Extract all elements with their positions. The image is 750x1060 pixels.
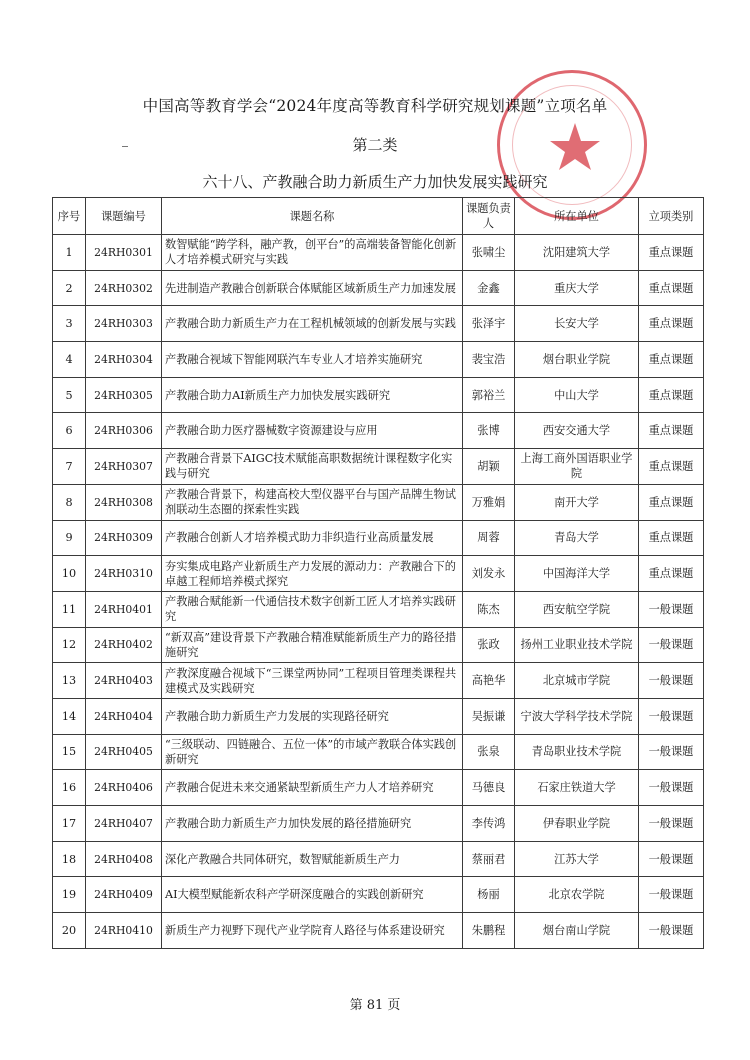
row-code: 24RH0405 bbox=[86, 734, 162, 770]
header-unit: 所在单位 bbox=[515, 198, 639, 235]
row-type: 重点课题 bbox=[639, 342, 704, 378]
row-leader: 马德良 bbox=[463, 770, 515, 806]
table-row bbox=[53, 306, 704, 342]
row-type: 重点课题 bbox=[639, 449, 704, 485]
row-leader: 张泉 bbox=[463, 734, 515, 770]
row-index: 11 bbox=[53, 591, 86, 627]
row-name: 产教融合助力新质生产力发展的实现路径研究 bbox=[162, 698, 463, 734]
row-unit: 宁波大学科学技术学院 bbox=[515, 698, 639, 734]
table-header-row bbox=[53, 198, 704, 235]
table-row bbox=[53, 235, 704, 271]
row-unit: 长安大学 bbox=[515, 306, 639, 342]
project-table bbox=[52, 197, 704, 949]
row-name: 新质生产力视野下现代产业学院育人路径与体系建设研究 bbox=[162, 913, 463, 949]
row-unit: 中国海洋大学 bbox=[515, 556, 639, 592]
row-leader: 郭裕兰 bbox=[463, 377, 515, 413]
row-name: 产教融合赋能新一代通信技术数字创新工匠人才培养实践研究 bbox=[162, 591, 463, 627]
row-index: 10 bbox=[53, 556, 86, 592]
row-code: 24RH0309 bbox=[86, 520, 162, 556]
row-leader: 裴宝浩 bbox=[463, 342, 515, 378]
table-row bbox=[53, 734, 704, 770]
row-index: 13 bbox=[53, 663, 86, 699]
row-unit: 上海工商外国语职业学院 bbox=[515, 449, 639, 485]
row-index: 17 bbox=[53, 806, 86, 842]
row-type: 一般课题 bbox=[639, 627, 704, 663]
table-row bbox=[53, 556, 704, 592]
row-name: 产教融合助力新质生产力加快发展的路径措施研究 bbox=[162, 806, 463, 842]
category-heading: 第二类 bbox=[352, 136, 398, 154]
row-name: “三级联动、四链融合、五位一体”的市域产教联合体实践创新研究 bbox=[162, 734, 463, 770]
row-index: 19 bbox=[53, 877, 86, 913]
row-type: 重点课题 bbox=[639, 413, 704, 449]
row-index: 2 bbox=[53, 270, 86, 306]
row-index: 14 bbox=[53, 698, 86, 734]
row-code: 24RH0404 bbox=[86, 698, 162, 734]
table-row bbox=[53, 627, 704, 663]
row-code: 24RH0305 bbox=[86, 377, 162, 413]
row-index: 5 bbox=[53, 377, 86, 413]
row-unit: 南开大学 bbox=[515, 484, 639, 520]
table-row bbox=[53, 663, 704, 699]
row-code: 24RH0304 bbox=[86, 342, 162, 378]
row-leader: 张博 bbox=[463, 413, 515, 449]
row-name: 产教融合背景下AIGC技术赋能高职数据统计课程数字化实践与研究 bbox=[162, 449, 463, 485]
row-name: AI大模型赋能新农科产学研深度融合的实践创新研究 bbox=[162, 877, 463, 913]
row-unit: 中山大学 bbox=[515, 377, 639, 413]
row-unit: 北京城市学院 bbox=[515, 663, 639, 699]
table-row bbox=[53, 342, 704, 378]
row-leader: 张啸尘 bbox=[463, 235, 515, 271]
row-name: 产教融合助力AI新质生产力加快发展实践研究 bbox=[162, 377, 463, 413]
row-leader: 张泽宇 bbox=[463, 306, 515, 342]
row-unit: 西安交通大学 bbox=[515, 413, 639, 449]
row-code: 24RH0402 bbox=[86, 627, 162, 663]
header-type: 立项类别 bbox=[639, 198, 704, 235]
row-type: 一般课题 bbox=[639, 663, 704, 699]
row-name: 深化产教融合共同体研究，数智赋能新质生产力 bbox=[162, 841, 463, 877]
row-code: 24RH0306 bbox=[86, 413, 162, 449]
row-code: 24RH0303 bbox=[86, 306, 162, 342]
table-row bbox=[53, 484, 704, 520]
table-row bbox=[53, 377, 704, 413]
table-row bbox=[53, 877, 704, 913]
row-leader: 陈杰 bbox=[463, 591, 515, 627]
row-code: 24RH0401 bbox=[86, 591, 162, 627]
row-code: 24RH0310 bbox=[86, 556, 162, 592]
row-name: “新双高”建设背景下产教融合精准赋能新质生产力的路径措施研究 bbox=[162, 627, 463, 663]
row-leader: 周蓉 bbox=[463, 520, 515, 556]
row-index: 7 bbox=[53, 449, 86, 485]
row-type: 重点课题 bbox=[639, 556, 704, 592]
row-leader: 朱鹏程 bbox=[463, 913, 515, 949]
row-type: 一般课题 bbox=[639, 591, 704, 627]
row-name: 夯实集成电路产业新质生产力发展的源动力：产教融合下的卓越工程师培养模式探究 bbox=[162, 556, 463, 592]
row-code: 24RH0407 bbox=[86, 806, 162, 842]
row-leader: 胡颖 bbox=[463, 449, 515, 485]
row-index: 15 bbox=[53, 734, 86, 770]
row-leader: 高艳华 bbox=[463, 663, 515, 699]
row-leader: 杨丽 bbox=[463, 877, 515, 913]
row-leader: 李传鸿 bbox=[463, 806, 515, 842]
row-index: 12 bbox=[53, 627, 86, 663]
row-type: 一般课题 bbox=[639, 877, 704, 913]
row-unit: 伊春职业学院 bbox=[515, 806, 639, 842]
row-index: 3 bbox=[53, 306, 86, 342]
section-heading: 六十八、产教融合助力新质生产力加快发展实践研究 bbox=[202, 173, 548, 191]
row-code: 24RH0410 bbox=[86, 913, 162, 949]
header-code: 课题编号 bbox=[86, 198, 162, 235]
row-type: 重点课题 bbox=[639, 235, 704, 271]
row-name: 数智赋能“跨学科，融产教，创平台”的高端装备智能化创新人才培养模式研究与实践 bbox=[162, 235, 463, 271]
row-code: 24RH0406 bbox=[86, 770, 162, 806]
row-type: 一般课题 bbox=[639, 806, 704, 842]
row-code: 24RH0403 bbox=[86, 663, 162, 699]
row-leader: 刘发永 bbox=[463, 556, 515, 592]
row-index: 1 bbox=[53, 235, 86, 271]
row-leader: 吴振谦 bbox=[463, 698, 515, 734]
row-unit: 青岛大学 bbox=[515, 520, 639, 556]
row-name: 产教融合背景下，构建高校大型仪器平台与国产品牌生物试剂联动生态圈的探索性实践 bbox=[162, 484, 463, 520]
row-code: 24RH0308 bbox=[86, 484, 162, 520]
row-code: 24RH0409 bbox=[86, 877, 162, 913]
row-unit: 烟台职业学院 bbox=[515, 342, 639, 378]
row-leader: 张政 bbox=[463, 627, 515, 663]
table-row bbox=[53, 770, 704, 806]
header-leader: 课题负责人 bbox=[463, 198, 515, 235]
row-index: 20 bbox=[53, 913, 86, 949]
page-number: 第 81 页 bbox=[349, 998, 401, 1013]
row-type: 重点课题 bbox=[639, 306, 704, 342]
row-type: 重点课题 bbox=[639, 377, 704, 413]
row-unit: 青岛职业技术学院 bbox=[515, 734, 639, 770]
row-name: 产教融合创新人才培养模式助力非织造行业高质量发展 bbox=[162, 520, 463, 556]
row-unit: 江苏大学 bbox=[515, 841, 639, 877]
header-index: 序号 bbox=[53, 198, 86, 235]
row-type: 一般课题 bbox=[639, 734, 704, 770]
row-unit: 沈阳建筑大学 bbox=[515, 235, 639, 271]
row-name: 产教融合助力医疗器械数字资源建设与应用 bbox=[162, 413, 463, 449]
row-unit: 重庆大学 bbox=[515, 270, 639, 306]
row-code: 24RH0301 bbox=[86, 235, 162, 271]
row-index: 8 bbox=[53, 484, 86, 520]
table-row bbox=[53, 806, 704, 842]
table-row bbox=[53, 913, 704, 949]
header-name: 课题名称 bbox=[162, 198, 463, 235]
row-index: 6 bbox=[53, 413, 86, 449]
row-name: 产教融合视域下智能网联汽车专业人才培养实施研究 bbox=[162, 342, 463, 378]
row-index: 4 bbox=[53, 342, 86, 378]
row-index: 16 bbox=[53, 770, 86, 806]
row-code: 24RH0307 bbox=[86, 449, 162, 485]
table-row bbox=[53, 520, 704, 556]
row-leader: 万雅娟 bbox=[463, 484, 515, 520]
row-index: 18 bbox=[53, 841, 86, 877]
row-type: 重点课题 bbox=[639, 270, 704, 306]
row-unit: 烟台南山学院 bbox=[515, 913, 639, 949]
table-row bbox=[53, 591, 704, 627]
row-type: 一般课题 bbox=[639, 698, 704, 734]
row-type: 重点课题 bbox=[639, 520, 704, 556]
row-type: 一般课题 bbox=[639, 770, 704, 806]
row-leader: 金鑫 bbox=[463, 270, 515, 306]
row-unit: 扬州工业职业技术学院 bbox=[515, 627, 639, 663]
table-row bbox=[53, 413, 704, 449]
document-title: 中国高等教育学会“2024年度高等教育科学研究规划课题”立项名单 bbox=[142, 97, 608, 115]
row-name: 产教深度融合视域下“三课堂两协同”工程项目管理类课程共建模式及实践研究 bbox=[162, 663, 463, 699]
row-unit: 西安航空学院 bbox=[515, 591, 639, 627]
table-row bbox=[53, 841, 704, 877]
row-code: 24RH0408 bbox=[86, 841, 162, 877]
row-type: 重点课题 bbox=[639, 484, 704, 520]
row-name: 先进制造产教融合创新联合体赋能区域新质生产力加速发展 bbox=[162, 270, 463, 306]
row-code: 24RH0302 bbox=[86, 270, 162, 306]
table-body bbox=[53, 235, 704, 949]
table-row bbox=[53, 270, 704, 306]
row-name: 产教融合促进未来交通紧缺型新质生产力人才培养研究 bbox=[162, 770, 463, 806]
row-unit: 北京农学院 bbox=[515, 877, 639, 913]
table-row bbox=[53, 698, 704, 734]
row-leader: 蔡丽君 bbox=[463, 841, 515, 877]
row-type: 一般课题 bbox=[639, 913, 704, 949]
row-index: 9 bbox=[53, 520, 86, 556]
table-row bbox=[53, 449, 704, 485]
row-unit: 石家庄铁道大学 bbox=[515, 770, 639, 806]
row-type: 一般课题 bbox=[639, 841, 704, 877]
row-name: 产教融合助力新质生产力在工程机械领域的创新发展与实践 bbox=[162, 306, 463, 342]
